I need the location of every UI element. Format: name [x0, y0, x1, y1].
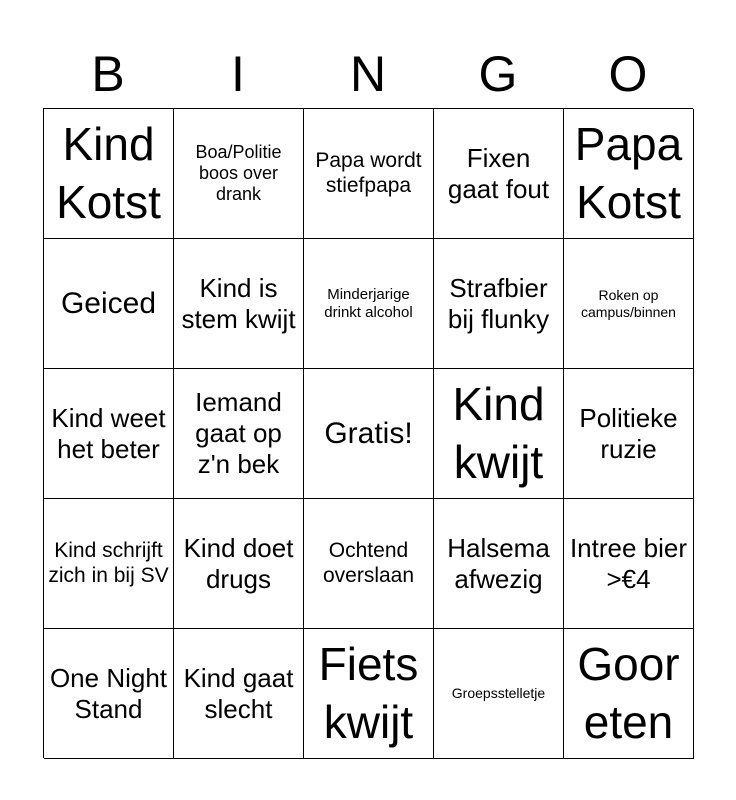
bingo-cell[interactable] [434, 109, 564, 239]
bingo-cell[interactable] [174, 109, 304, 239]
cell-text: Boa/Politie boos over drank [195, 141, 282, 205]
bingo-cell[interactable] [44, 369, 174, 499]
bingo-cell[interactable] [564, 239, 694, 369]
header-letter-n: N [349, 46, 387, 102]
bingo-cell[interactable] [434, 499, 564, 629]
free-space-cell[interactable] [304, 369, 434, 499]
bingo-cell[interactable] [564, 629, 694, 759]
bingo-cell[interactable] [304, 109, 434, 239]
cell-text: Papa wordt stiefpapa [315, 148, 422, 197]
bingo-cell[interactable] [564, 369, 694, 499]
bingo-cell[interactable] [174, 629, 304, 759]
bingo-cell[interactable] [44, 629, 174, 759]
cell-text: Kind kwijt [452, 378, 545, 488]
cell-text: Halsema afwezig [447, 532, 550, 594]
cell-text: Kind gaat slecht [183, 662, 294, 724]
bingo-cell[interactable] [174, 369, 304, 499]
bingo-cell[interactable] [174, 239, 304, 369]
bingo-header [43, 40, 693, 108]
cell-text: Papa Kotst [574, 118, 683, 228]
header-letter-b: B [91, 46, 125, 102]
header-letter-o: O [608, 46, 648, 102]
bingo-cell[interactable] [304, 239, 434, 369]
cell-text: Fixen gaat fout [447, 142, 550, 204]
cell-text: Minderjarige drinkt alcohol [324, 285, 413, 321]
free-space-text: Gratis! [324, 416, 413, 450]
bingo-cell[interactable] [44, 109, 174, 239]
cell-text: Goor eten [577, 638, 680, 748]
cell-text: Fiets kwijt [318, 638, 419, 748]
bingo-board [43, 108, 693, 758]
header-letter-g: G [478, 46, 518, 102]
bingo-cell[interactable] [434, 629, 564, 759]
cell-text: Kind schrijft zich in bij SV [48, 538, 169, 587]
bingo-cell[interactable] [304, 629, 434, 759]
cell-text: Ochtend overslaan [322, 538, 415, 587]
header-letter-i: I [231, 46, 245, 102]
cell-text: Kind Kotst [56, 118, 161, 228]
cell-text: Groepsstelletje [451, 685, 546, 702]
cell-text: Iemand gaat op z'n bek [195, 387, 282, 479]
cell-text: Kind weet het beter [51, 402, 166, 464]
bingo-cell[interactable] [304, 499, 434, 629]
bingo-cell[interactable] [434, 239, 564, 369]
cell-text: Kind is stem kwijt [181, 272, 296, 334]
cell-text: Kind doet drugs [183, 532, 294, 594]
cell-text: Geiced [60, 286, 157, 320]
cell-text: Strafbier bij flunky [447, 272, 550, 334]
bingo-cell[interactable] [44, 499, 174, 629]
bingo-cell[interactable] [434, 369, 564, 499]
bingo-cell[interactable] [174, 499, 304, 629]
cell-text: One Night Stand [49, 662, 168, 724]
cell-text: Politieke ruzie [579, 402, 678, 464]
bingo-cell[interactable] [44, 239, 174, 369]
bingo-cell[interactable] [564, 499, 694, 629]
bingo-cell[interactable] [564, 109, 694, 239]
cell-text: Intree bier >€4 [569, 532, 688, 594]
cell-text: Roken op campus/binnen [581, 286, 676, 320]
